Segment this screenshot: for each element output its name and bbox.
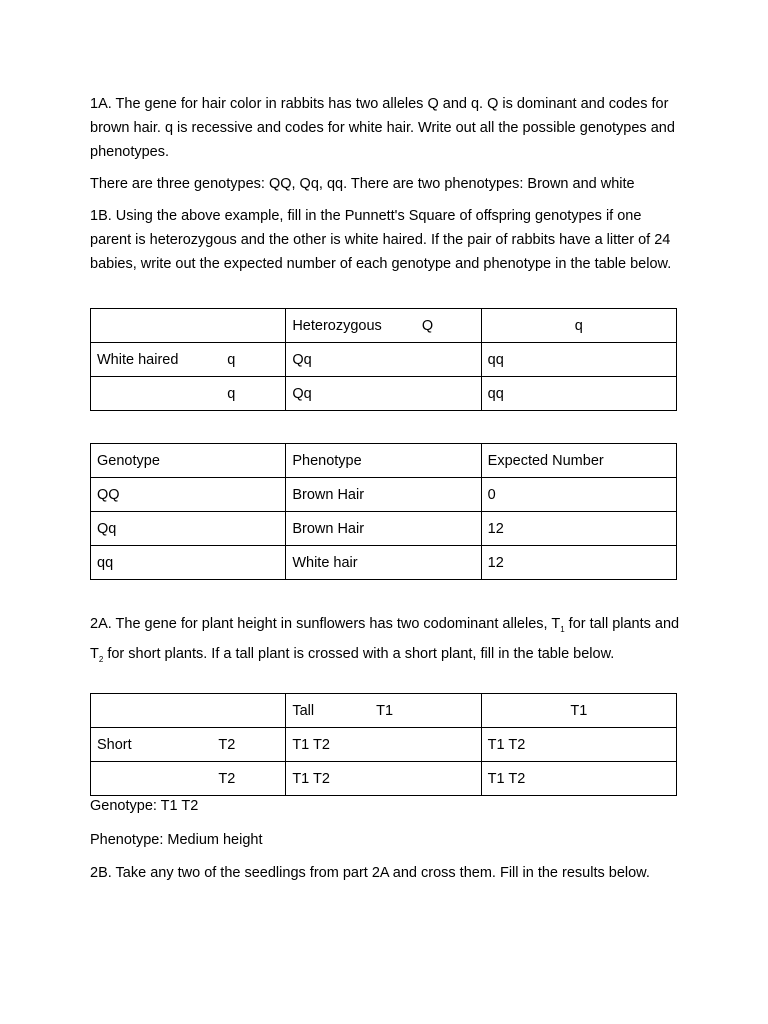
punnett2-cell-1-1: T1 T2	[286, 728, 481, 762]
punnett1-row-header-2	[91, 377, 286, 411]
punnett-square-rabbits	[90, 308, 677, 411]
question-1a: 1A. The gene for hair color in rabbits has two alleles Q and q. Q is dominant and codes for brown hair. q is recessive and codes for white hair. Write out all the possible genotypes and phenotypes.	[90, 96, 675, 160]
punnett2-cell-2-1: T1 T2	[286, 762, 481, 796]
punnett1-cell-2-1: Qq	[286, 377, 481, 411]
question-1b: 1B. Using the above example, fill in the Punnett's Square of offspring genotypes if one parent is heterozygous and the other is white haired. If the pair of rabbits have a litter of 24 babies, write out the expected number of each genotype and phenotype in the table below.	[90, 208, 672, 272]
punnett1-col-allele-1: Q	[421, 317, 434, 334]
table-cell-expected-number: 12	[481, 546, 676, 580]
table-cell-genotype: Qq	[91, 512, 286, 546]
punnett1-cell-2-2: qq	[481, 377, 676, 411]
punnett2-row-header-1	[91, 728, 286, 762]
punnett2-row-label: Short	[97, 736, 132, 753]
punnett2-corner	[91, 694, 286, 728]
punnett1-col-header-2: q	[481, 309, 676, 343]
punnett2-col-header-2: T1	[481, 694, 676, 728]
punnett1-row-allele-2: q	[227, 385, 236, 402]
punnett2-row-header-2	[91, 762, 286, 796]
result-genotype: Genotype: T1 T2	[90, 798, 199, 814]
punnett2-cell-2-2: T1 T2	[481, 762, 676, 796]
table-cell-phenotype: White hair	[286, 546, 481, 580]
punnett2-col-label: Tall	[292, 702, 315, 719]
table-row	[91, 512, 677, 546]
punnett1-row-allele-1: q	[227, 351, 236, 368]
table-cell-phenotype: Brown Hair	[286, 512, 481, 546]
table-header-expected-number: Expected Number	[481, 444, 676, 478]
punnett1-cell-1-1: Qq	[286, 343, 481, 377]
punnett2-row-allele-1: T2	[218, 736, 236, 753]
punnett2-col-header-1	[286, 694, 481, 728]
genotype-phenotype-table	[90, 443, 677, 580]
table-cell-phenotype: Brown Hair	[286, 478, 481, 512]
table-header-genotype: Genotype	[91, 444, 286, 478]
punnett1-cell-1-2: qq	[481, 343, 676, 377]
table-cell-genotype: QQ	[91, 478, 286, 512]
table-cell-expected-number: 12	[481, 512, 676, 546]
question-2a: 2A. The gene for plant height in sunflowers has two codominant alleles, $T_1$ for tall plants and $T_2$ for short plants. If a tall plant is crossed with a short plant, fill in the table below.	[90, 616, 680, 664]
table-cell-genotype: qq	[91, 546, 286, 580]
punnett2-col-allele-1: T1	[376, 702, 394, 719]
punnett-square-sunflowers	[90, 693, 677, 796]
answer-1a: There are three genotypes: QQ, Qq, qq. There are two phenotypes: Brown and white	[90, 176, 635, 192]
question-2b: 2B. Take any two of the seedlings from part 2A and cross them. Fill in the results below.	[90, 865, 650, 881]
punnett1-row-label: White haired	[97, 351, 179, 368]
punnett2-cell-1-2: T1 T2	[481, 728, 676, 762]
result-phenotype: Phenotype: Medium height	[90, 832, 263, 848]
punnett1-col-header-1	[286, 309, 481, 343]
punnett2-row-allele-2: T2	[218, 770, 236, 787]
table-cell-expected-number: 0	[481, 478, 676, 512]
punnett1-corner	[91, 309, 286, 343]
table-row	[91, 478, 677, 512]
punnett1-col-label: Heterozygous	[292, 317, 382, 334]
table-row	[91, 546, 677, 580]
punnett1-row-header-1	[91, 343, 286, 377]
table-header-phenotype: Phenotype	[286, 444, 481, 478]
